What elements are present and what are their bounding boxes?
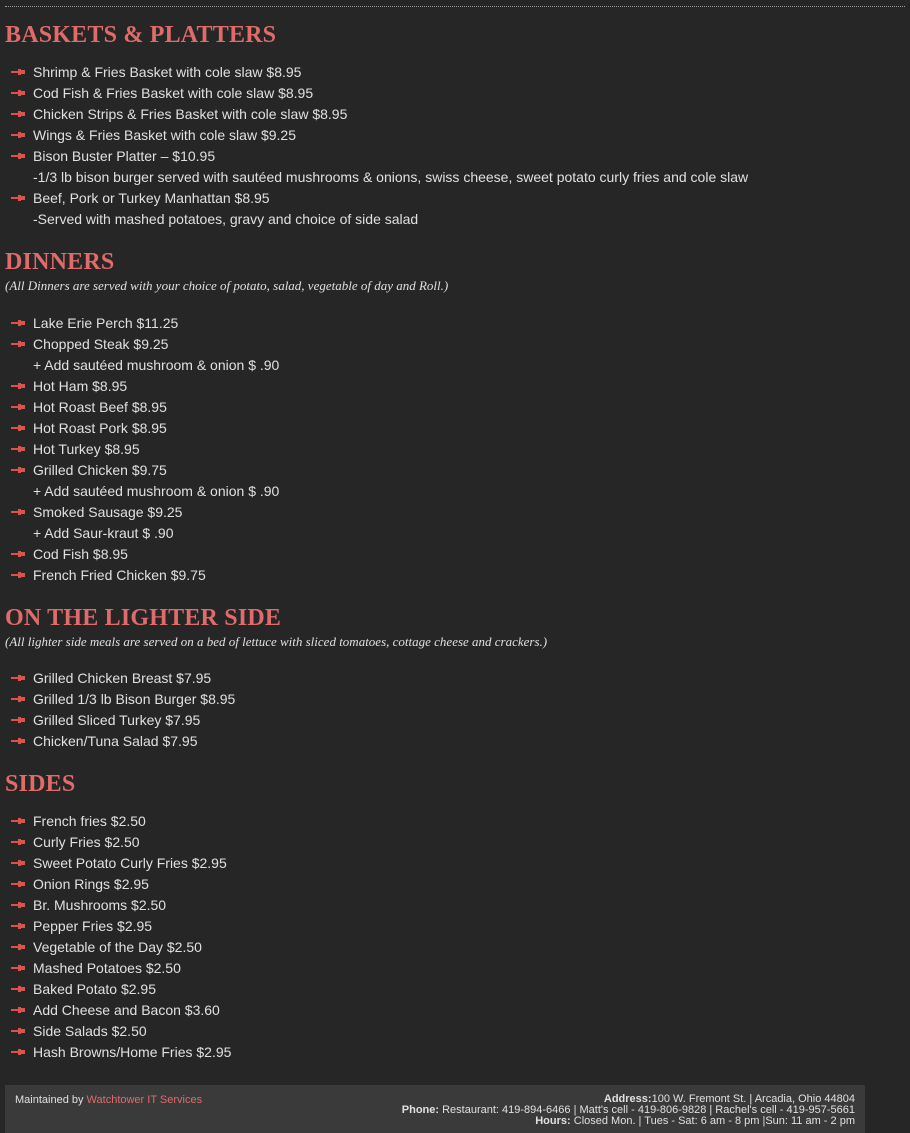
hours-label: Hours: (535, 1115, 571, 1127)
menu-item (5, 188, 905, 209)
pointer-bullet-icon (11, 1006, 25, 1014)
menu-item-label: Chicken/Tuna Salad $7.95 (33, 733, 198, 749)
menu-list (5, 668, 905, 752)
pointer-bullet-icon (11, 964, 25, 972)
pointer-bullet-icon (11, 89, 25, 97)
menu-item (5, 689, 905, 710)
section-dinners (5, 247, 905, 586)
menu-item (5, 731, 905, 752)
pointer-bullet-icon (11, 424, 25, 432)
menu-item-description: -1/3 lb bison burger served with sautéed mushrooms & onions, swiss cheese, sweet potato curly fries and cole slaw (33, 169, 749, 185)
section-title: DINNERS (5, 249, 115, 275)
menu-item-label: Lake Erie Perch $11.25 (33, 315, 179, 331)
menu-item-label: Grilled 1/3 lb Bison Burger $8.95 (33, 691, 236, 707)
menu-item-label: Smoked Sausage $9.25 (33, 504, 183, 520)
menu-item-label: Hash Browns/Home Fries $2.95 (33, 1044, 232, 1060)
menu-item (5, 565, 905, 586)
section-title: ON THE LIGHTER SIDE (5, 605, 282, 631)
menu-item (5, 376, 905, 397)
pointer-bullet-icon (11, 382, 25, 390)
menu-item-label: Grilled Chicken $9.75 (33, 462, 167, 478)
pointer-bullet-icon (11, 922, 25, 930)
menu-item (5, 313, 905, 334)
pointer-bullet-icon (11, 716, 25, 724)
menu-item-label: Hot Turkey $8.95 (33, 441, 140, 457)
menu-item-label: Baked Potato $2.95 (33, 981, 156, 997)
pointer-bullet-icon (11, 445, 25, 453)
menu-item (5, 125, 905, 146)
address-label: Address: (603, 1093, 652, 1105)
menu-list (5, 811, 905, 1063)
menu-item (5, 811, 905, 832)
pointer-bullet-icon (11, 68, 25, 76)
menu-item-label: Chopped Steak $9.25 (33, 336, 169, 352)
menu-item-label: Mashed Potatoes $2.50 (33, 960, 181, 976)
pointer-bullet-icon (11, 131, 25, 139)
pointer-bullet-icon (11, 737, 25, 745)
pointer-bullet-icon (11, 508, 25, 516)
menu-item (5, 104, 905, 125)
phone-label: Phone: (401, 1104, 440, 1116)
menu-list (5, 313, 905, 586)
pointer-bullet-icon (11, 943, 25, 951)
menu-item (5, 334, 905, 355)
site-footer (5, 1085, 865, 1133)
menu-item-label: Hot Roast Pork $8.95 (33, 420, 167, 436)
menu-item (5, 895, 905, 916)
menu-item (5, 979, 905, 1000)
menu-list (5, 62, 905, 230)
menu-item-label: Vegetable of the Day $2.50 (33, 939, 202, 955)
pointer-bullet-icon (11, 550, 25, 558)
menu-item (5, 418, 905, 439)
menu-item-label: Cod Fish $8.95 (33, 546, 128, 562)
menu-item-label: Side Salads $2.50 (33, 1023, 147, 1039)
menu-item (5, 544, 905, 565)
menu-item-label: Bison Buster Platter – $10.95 (33, 148, 216, 164)
menu-item (5, 916, 905, 937)
section-note: (All Dinners are served with your choice of potato, salad, vegetable of day and Roll.) (5, 278, 449, 293)
menu-item-label: French fries $2.50 (33, 813, 146, 829)
pointer-bullet-icon (11, 880, 25, 888)
pointer-bullet-icon (11, 838, 25, 846)
menu-item-label: Curly Fries $2.50 (33, 834, 140, 850)
section-sides (5, 769, 905, 1063)
menu-item (5, 502, 905, 523)
pointer-bullet-icon (11, 340, 25, 348)
section-title: SIDES (5, 771, 76, 797)
menu-item-label: Cod Fish & Fries Basket with cole slaw $8.95 (33, 85, 314, 101)
menu-item-label: Grilled Chicken Breast $7.95 (33, 670, 212, 686)
pointer-bullet-icon (11, 985, 25, 993)
pointer-bullet-icon (11, 695, 25, 703)
menu-item (5, 853, 905, 874)
menu-item-label: Beef, Pork or Turkey Manhattan $8.95 (33, 190, 270, 206)
menu-item (5, 62, 905, 83)
menu-item (5, 958, 905, 979)
phone-value: Restaurant: 419-894-6466 | Matt's cell - 419-806-9828 | Rachel's cell - 419-957-5661 (442, 1104, 855, 1116)
pointer-bullet-icon (11, 319, 25, 327)
menu-item (5, 439, 905, 460)
section-title: BASKETS & PLATTERS (5, 22, 277, 48)
menu-item (5, 710, 905, 731)
menu-item (5, 668, 905, 689)
menu-item (5, 460, 905, 481)
menu-item-label: Grilled Sliced Turkey $7.95 (33, 712, 201, 728)
address-value: 100 W. Fremont St. | Arcadia, Ohio 44804 (651, 1093, 855, 1105)
pointer-bullet-icon (11, 674, 25, 682)
menu-item-label: French Fried Chicken $9.75 (33, 567, 206, 583)
menu-item-label: Onion Rings $2.95 (33, 876, 149, 892)
menu-item (5, 83, 905, 104)
menu-item-addon: + Add sautéed mushroom & onion $ .90 (33, 357, 280, 373)
menu-item-label: Br. Mushrooms $2.50 (33, 897, 167, 913)
footer-credit (15, 1094, 202, 1106)
footer-hours-line (402, 1116, 855, 1127)
section-baskets-platters (5, 20, 905, 230)
maintained-by-text: Maintained by (15, 1094, 87, 1106)
hours-value: Closed Mon. | Tues - Sat: 6 am - 8 pm |Sun: 11 am - 2 pm (573, 1115, 855, 1127)
menu-item-label: Hot Ham $8.95 (33, 378, 128, 394)
pointer-bullet-icon (11, 1048, 25, 1056)
pointer-bullet-icon (11, 571, 25, 579)
footer-contact (402, 1094, 855, 1127)
menu-item (5, 832, 905, 853)
menu-item (5, 1042, 905, 1063)
menu-item-label: Pepper Fries $2.95 (33, 918, 153, 934)
menu-item-label: Chicken Strips & Fries Basket with cole slaw $8.95 (33, 106, 348, 122)
menu-item (5, 937, 905, 958)
pointer-bullet-icon (11, 194, 25, 202)
menu-item-addon: + Add sautéed mushroom & onion $ .90 (33, 483, 280, 499)
menu-item (5, 1021, 905, 1042)
section-lighter-side (5, 603, 905, 752)
maintainer-link[interactable]: Watchtower IT Services (86, 1094, 203, 1106)
menu-item (5, 146, 905, 167)
menu-item (5, 397, 905, 418)
menu-item-label: Wings & Fries Basket with cole slaw $9.25 (33, 127, 296, 143)
menu-item-label: Shrimp & Fries Basket with cole slaw $8.95 (33, 64, 302, 80)
pointer-bullet-icon (11, 152, 25, 160)
pointer-bullet-icon (11, 859, 25, 867)
menu-item-addon: + Add Saur-kraut $ .90 (33, 525, 174, 541)
pointer-bullet-icon (11, 901, 25, 909)
pointer-bullet-icon (11, 466, 25, 474)
pointer-bullet-icon (11, 110, 25, 118)
menu-item-label: Add Cheese and Bacon $3.60 (33, 1002, 220, 1018)
section-note: (All lighter side meals are served on a bed of lettuce with sliced tomatoes, cottage cheese and crackers.) (5, 634, 548, 649)
pointer-bullet-icon (11, 1027, 25, 1035)
menu-item-description: -Served with mashed potatoes, gravy and choice of side salad (33, 211, 419, 227)
pointer-bullet-icon (11, 403, 25, 411)
menu-item (5, 1000, 905, 1021)
menu-item-label: Hot Roast Beef $8.95 (33, 399, 167, 415)
pointer-bullet-icon (11, 817, 25, 825)
menu-item-label: Sweet Potato Curly Fries $2.95 (33, 855, 227, 871)
menu-item (5, 874, 905, 895)
top-divider (5, 6, 905, 7)
